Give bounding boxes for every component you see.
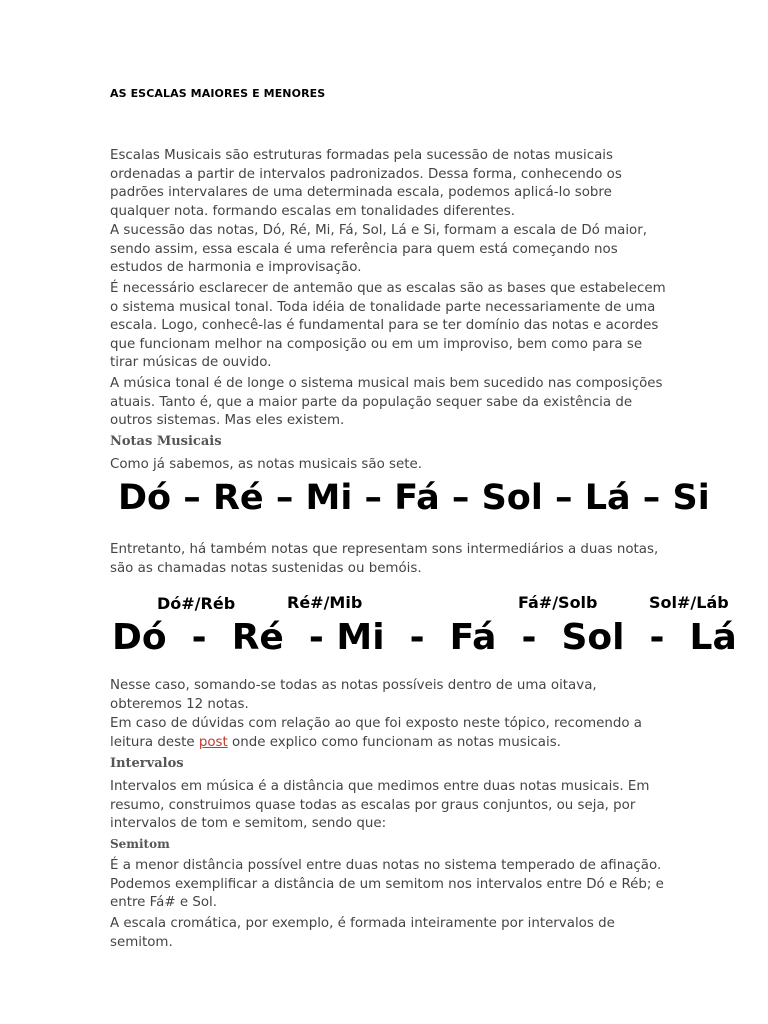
chromatic-notes-line: Dó - Ré - Mi - Fá - Sol - Lá	[112, 617, 737, 658]
paragraph-semitom: É a menor distância possível entre duas notas no sistema temperado de afinação. Podemos exemplificar a distância de um semitom nos intervalos entre Dó e Réb; e entre Fá# e Sol.	[110, 858, 664, 910]
duvidas-text: Em caso de dúvidas com relação ao que foi exposto neste tópico, recomendo a leitura deste	[110, 716, 642, 750]
sharp-label: Fá#/Solb	[518, 593, 598, 612]
paragraph-sete-notas: Como já sabemos, as notas musicais são sete.	[110, 457, 423, 472]
heading-semitom: Semitom	[110, 837, 170, 851]
paragraph-sistema-tonal: É necessário esclarecer de antemão que as escalas são as bases que estabelecem o sistema musical tonal. Toda idéia de tonalidade parte necessariamente de uma escala. Logo, conhecê-las é fundamental para se ter domínio das notas e acordes que funcionam melhor na composição ou em um improviso, bem como para se tirar músicas de ouvido.	[110, 281, 666, 370]
sharp-label: Ré#/Mib	[287, 593, 363, 612]
heading-notas-musicais: Notas Musicais	[110, 434, 222, 449]
heading-intervalos: Intervalos	[110, 756, 184, 771]
paragraph-sustenidos: Entretanto, há também notas que representam sons intermediários a duas notas, são as chamadas notas sustenidas ou bemóis.	[110, 542, 659, 576]
post-link[interactable]: post	[198, 734, 228, 750]
page-title: AS ESCALAS MAIORES E MENORES	[110, 87, 326, 100]
sharp-label: Dó#/Réb	[157, 594, 236, 613]
paragraph-intervalos: Intervalos em música é a distância que medimos entre duas notas musicais. Em resumo, construimos quase todas as escalas por graus conjuntos, ou seja, por intervalos de tom e semitom, sendo que:	[110, 779, 650, 831]
paragraph-cromatica: A escala cromática, por exemplo, é formada inteiramente por intervalos de semitom.	[110, 916, 615, 950]
natural-notes-figure: Dó – Ré – Mi – Fá – Sol – Lá – Si	[118, 478, 710, 518]
paragraph-duvidas	[110, 715, 670, 752]
paragraph-12-notas: Nesse caso, somando-se todas as notas possíveis dentro de uma oitava, obteremos 12 notas.	[110, 678, 597, 712]
paragraph-musica-tonal: A música tonal é de longe o sistema musical mais bem sucedido nas composições atuais. Tanto é, que a maior parte da população sequer sabe da existência de outros sistemas. Mas eles existem.	[110, 376, 663, 428]
sharp-label: Sol#/Láb	[649, 593, 729, 612]
paragraph-intro: Escalas Musicais são estruturas formadas pela sucessão de notas musicais ordenadas a partir de intervalos padronizados. Dessa forma, conhecendo os padrões intervalares de uma determinada escala, podemos aplicá-lo sobre qualquer nota. formando escalas em tonalidades diferentes.	[110, 148, 622, 219]
paragraph-do-maior: A sucessão das notas, Dó, Ré, Mi, Fá, Sol, Lá e Si, formam a escala de Dó maior, sendo assim, essa escala é uma referência para quem está começando nos estudos de harmonia e improvisação.	[110, 223, 648, 275]
duvidas-text-end: onde explico como funcionam as notas musicais.	[227, 734, 561, 750]
